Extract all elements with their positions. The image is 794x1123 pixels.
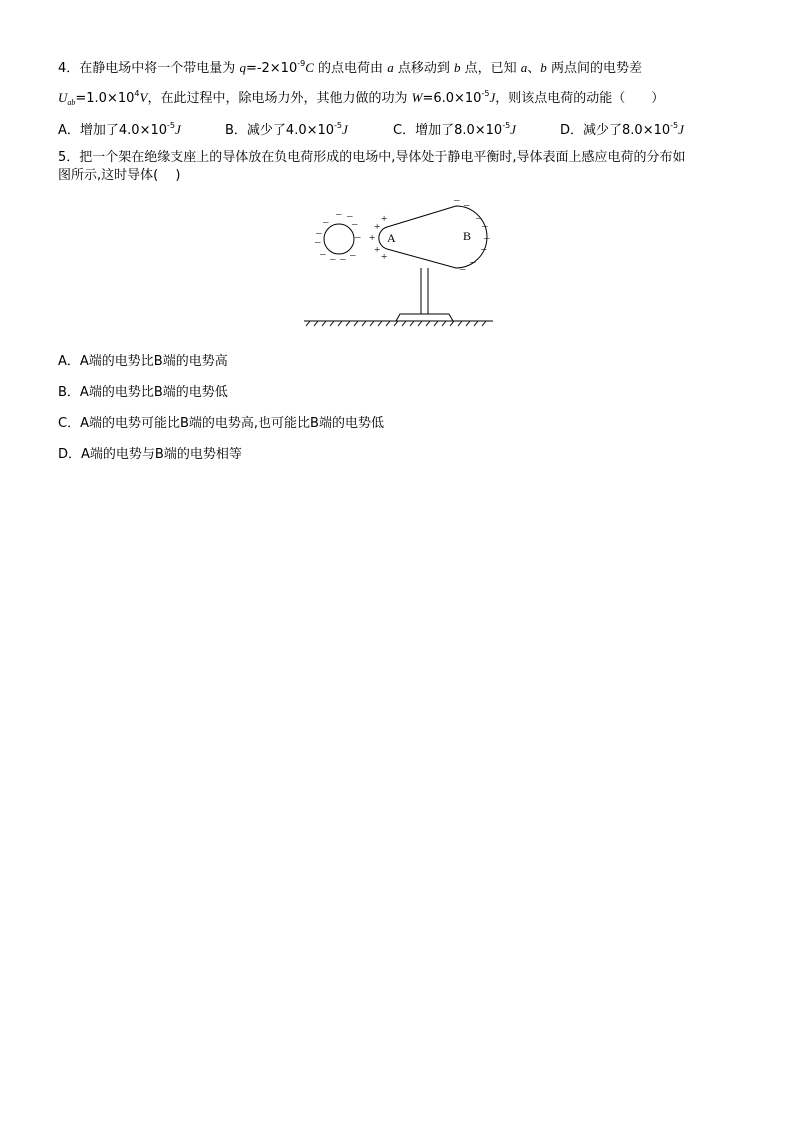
b-end-minus-signs [453, 200, 490, 275]
q4-option-a[interactable]: A．增加了$4.0\times 10^{-5}J$ [58, 121, 181, 138]
svg-text:–: – [470, 256, 476, 268]
q5-option-c[interactable]: C．A端的电势可能比B端的电势高,也可能比B端的电势低 [58, 416, 384, 431]
svg-text:–: – [454, 200, 460, 206]
q5-option-b[interactable]: B．A端的电势比B端的电势低 [58, 385, 228, 400]
q4-stem-line2: $U_{ab}=1.0\times 10^4V$，在此过程中，除电场力外，其他力做的功为 $W=6.0\times 10^{-5}J$，则该点电荷的动能（ ） [58, 89, 665, 107]
ground [304, 321, 493, 326]
svg-text:–: – [320, 248, 326, 260]
svg-text:–: – [330, 253, 336, 265]
svg-text:–: – [347, 210, 353, 222]
insulating-stand [396, 268, 453, 321]
svg-text:–: – [350, 249, 356, 261]
svg-text:–: – [336, 208, 342, 220]
q5-option-a[interactable]: A．A端的电势比B端的电势高 [58, 354, 228, 369]
q5-stem-line2: 图所示,这时导体( ) [58, 168, 181, 183]
svg-text:+: + [374, 244, 381, 256]
q4-option-d[interactable]: D．减少了$8.0\times 10^{-5}J$ [560, 121, 684, 138]
q4-option-b[interactable]: B．减少了$4.0\times 10^{-5}J$ [225, 121, 348, 138]
label-a: A [387, 231, 396, 245]
svg-text:–: – [323, 216, 329, 228]
svg-text:–: – [315, 236, 321, 248]
q5-option-d[interactable]: D．A端的电势与B端的电势相等 [58, 447, 242, 462]
svg-text:+: + [381, 251, 388, 263]
q4-number: 4． [58, 61, 80, 76]
svg-text:–: – [352, 218, 358, 230]
q5-number: 5． [58, 150, 80, 165]
svg-text:–: – [355, 231, 361, 243]
svg-text:–: – [340, 253, 346, 265]
svg-text:+: + [381, 213, 388, 225]
svg-text:+: + [374, 221, 381, 233]
a-end-plus-signs [369, 213, 387, 263]
conductor-figure [300, 200, 500, 330]
label-b: B [463, 229, 472, 243]
q4-option-c[interactable]: C．增加了$8.0\times 10^{-5}J$ [393, 121, 516, 138]
q4-stem-line1: 4．在静电场中将一个带电量为 $q=-2\times 10^{-9}C$ 的点电荷由 a 点移动到 b 点，已知 a、b 两点间的电势差 [58, 59, 642, 76]
svg-text:–: – [316, 227, 322, 239]
svg-text:–: – [476, 212, 482, 224]
svg-text:–: – [460, 263, 466, 275]
q5-stem-line1: 5．把一个架在绝缘支座上的导体放在负电荷形成的电场中,导体处于静电平衡时,导体表面上感应电荷的分布如 [58, 150, 686, 165]
svg-text:–: – [481, 243, 487, 255]
svg-text:–: – [484, 232, 490, 244]
svg-text:–: – [482, 220, 488, 232]
svg-text:+: + [369, 232, 376, 244]
svg-text:–: – [464, 200, 470, 211]
